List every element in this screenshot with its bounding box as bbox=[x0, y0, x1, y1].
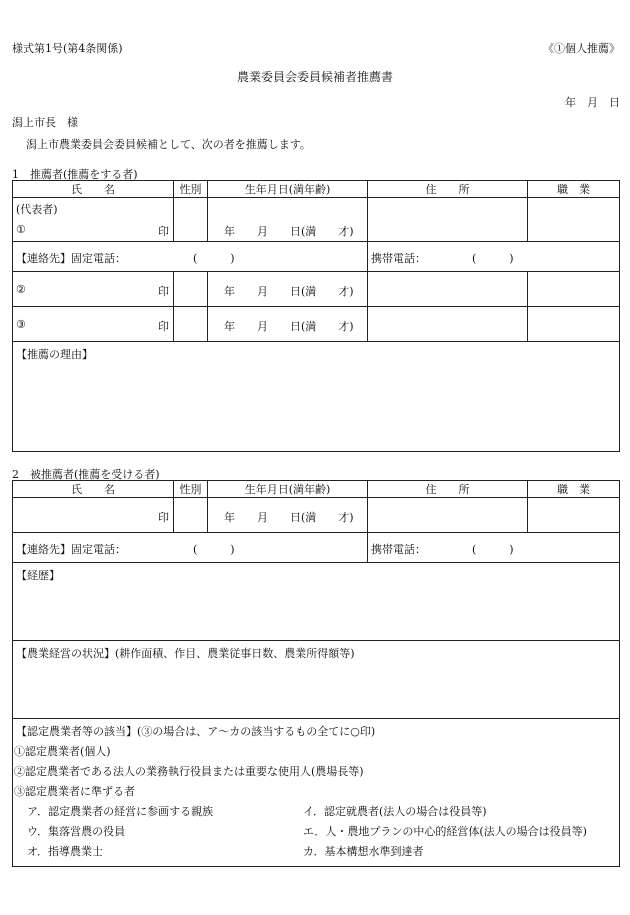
gender-cell[interactable] bbox=[174, 498, 208, 533]
gender-cell[interactable] bbox=[174, 272, 208, 307]
row-mark: ② bbox=[16, 283, 26, 296]
address-cell[interactable] bbox=[368, 198, 528, 242]
nominee-table bbox=[12, 480, 620, 867]
cert-item-2: ②認定農業者である法人の業務執行役員または重要な使用人(農場長等) bbox=[14, 765, 364, 778]
date-field: 年 月 日 bbox=[565, 96, 620, 109]
recommender-row-2 bbox=[13, 272, 620, 307]
mobile-paren: ( ) bbox=[472, 252, 514, 265]
representative-label: (代表者) bbox=[16, 203, 58, 216]
farm-status-row bbox=[13, 641, 620, 719]
recommender-contact-row bbox=[13, 242, 620, 272]
reason-label: 【推薦の理由】 bbox=[16, 348, 93, 361]
mobile-label: 携帯電話： bbox=[371, 252, 426, 265]
gender-cell[interactable] bbox=[174, 307, 208, 342]
col-job: 職 業 bbox=[528, 181, 620, 198]
recommender-header-row bbox=[13, 181, 620, 198]
cert-item-3: ③認定農業者に準ずる者 bbox=[14, 785, 135, 798]
cert-sub-u: ウ．集落営農の役員 bbox=[27, 825, 126, 838]
nominee-header-row bbox=[13, 481, 620, 498]
career-row bbox=[13, 563, 620, 641]
contact-cell[interactable] bbox=[13, 533, 368, 563]
cert-sub-i: イ．認定就農者(法人の場合は役員等) bbox=[303, 805, 487, 818]
cert-item-1: ①認定農業者(個人) bbox=[14, 745, 111, 758]
nominee-contact-row bbox=[13, 533, 620, 563]
col-name: 氏 名 bbox=[13, 181, 174, 198]
job-cell[interactable] bbox=[528, 498, 620, 533]
cert-sub-e: エ．人・農地プランの中心的経営体(法人の場合は役員等) bbox=[303, 825, 587, 838]
address-cell[interactable] bbox=[368, 272, 528, 307]
contact-label: 【連絡先】固定電話： bbox=[16, 543, 126, 556]
cert-sub-o: オ．指導農業士 bbox=[27, 845, 104, 858]
birth-template: 年 月 日(満 才) bbox=[224, 320, 354, 333]
birth-cell[interactable] bbox=[208, 198, 368, 242]
section2-heading: 2 被推薦者(推薦を受ける者) bbox=[12, 468, 160, 481]
certification-cell[interactable] bbox=[13, 719, 620, 867]
seal-mark: 印 bbox=[158, 320, 169, 333]
cert-title: 【認定農業者等の該当】(③の場合は、ア～カの該当するもの全てに○印) bbox=[16, 725, 376, 738]
seal-mark: 印 bbox=[158, 511, 169, 524]
col-name: 氏 名 bbox=[13, 481, 174, 498]
farm-status-label: 【農業経営の状況】(耕作面積、作目、農業従事日数、農業所得額等) bbox=[16, 647, 355, 660]
col-birth: 生年月日(満年齢) bbox=[208, 181, 368, 198]
job-cell[interactable] bbox=[528, 307, 620, 342]
mobile-paren: ( ) bbox=[472, 543, 514, 556]
seal-mark: 印 bbox=[158, 225, 169, 238]
recommender-row-1 bbox=[13, 198, 620, 242]
birth-template: 年 月 日(満 才) bbox=[224, 285, 354, 298]
birth-cell[interactable] bbox=[208, 498, 368, 533]
col-job: 職 業 bbox=[528, 481, 620, 498]
row-mark: ③ bbox=[16, 318, 26, 331]
address-cell[interactable] bbox=[368, 498, 528, 533]
intro-text: 潟上市農業委員会委員候補として、次の者を推薦します。 bbox=[26, 138, 311, 151]
birth-template: 年 月 日(満 才) bbox=[224, 225, 354, 238]
birth-cell[interactable] bbox=[208, 307, 368, 342]
mobile-label: 携帯電話： bbox=[371, 543, 426, 556]
mobile-cell[interactable] bbox=[368, 533, 620, 563]
addressee: 潟上市長 様 bbox=[12, 116, 78, 129]
contact-cell[interactable] bbox=[13, 242, 368, 272]
contact-label: 【連絡先】固定電話： bbox=[16, 252, 126, 265]
job-cell[interactable] bbox=[528, 198, 620, 242]
form-type: 《①個人推薦》 bbox=[543, 42, 620, 55]
seal-mark: 印 bbox=[158, 285, 169, 298]
job-cell[interactable] bbox=[528, 272, 620, 307]
nominee-row bbox=[13, 498, 620, 533]
mobile-cell[interactable] bbox=[368, 242, 620, 272]
recommender-table bbox=[12, 180, 620, 452]
cert-sub-ka: カ．基本構想水準到達者 bbox=[303, 845, 424, 858]
reason-cell[interactable] bbox=[13, 342, 620, 452]
col-gender: 性別 bbox=[174, 181, 208, 198]
birth-cell[interactable] bbox=[208, 272, 368, 307]
certification-row bbox=[13, 719, 620, 867]
career-label: 【経歴】 bbox=[16, 569, 60, 582]
contact-paren: ( ) bbox=[193, 252, 235, 265]
gender-cell[interactable] bbox=[174, 198, 208, 242]
name-cell[interactable] bbox=[13, 498, 174, 533]
col-address: 住 所 bbox=[368, 481, 528, 498]
cert-sub-a: ア．認定農業者の経営に参画する親族 bbox=[27, 805, 214, 818]
name-cell[interactable] bbox=[13, 272, 174, 307]
form-number: 様式第1号(第4条関係) bbox=[12, 42, 123, 55]
farm-status-cell[interactable] bbox=[13, 641, 620, 719]
reason-row bbox=[13, 342, 620, 452]
name-cell[interactable] bbox=[13, 307, 174, 342]
name-cell[interactable] bbox=[13, 198, 174, 242]
col-address: 住 所 bbox=[368, 181, 528, 198]
recommender-row-3 bbox=[13, 307, 620, 342]
document-title: 農業委員会委員候補者推薦書 bbox=[236, 70, 393, 84]
birth-template: 年 月 日(満 才) bbox=[224, 511, 354, 524]
row-mark: ① bbox=[16, 223, 26, 236]
col-birth: 生年月日(満年齢) bbox=[208, 481, 368, 498]
col-gender: 性別 bbox=[174, 481, 208, 498]
section1-heading: 1 推薦者(推薦をする者) bbox=[12, 168, 138, 181]
contact-paren: ( ) bbox=[193, 543, 235, 556]
address-cell[interactable] bbox=[368, 307, 528, 342]
career-cell[interactable] bbox=[13, 563, 620, 641]
